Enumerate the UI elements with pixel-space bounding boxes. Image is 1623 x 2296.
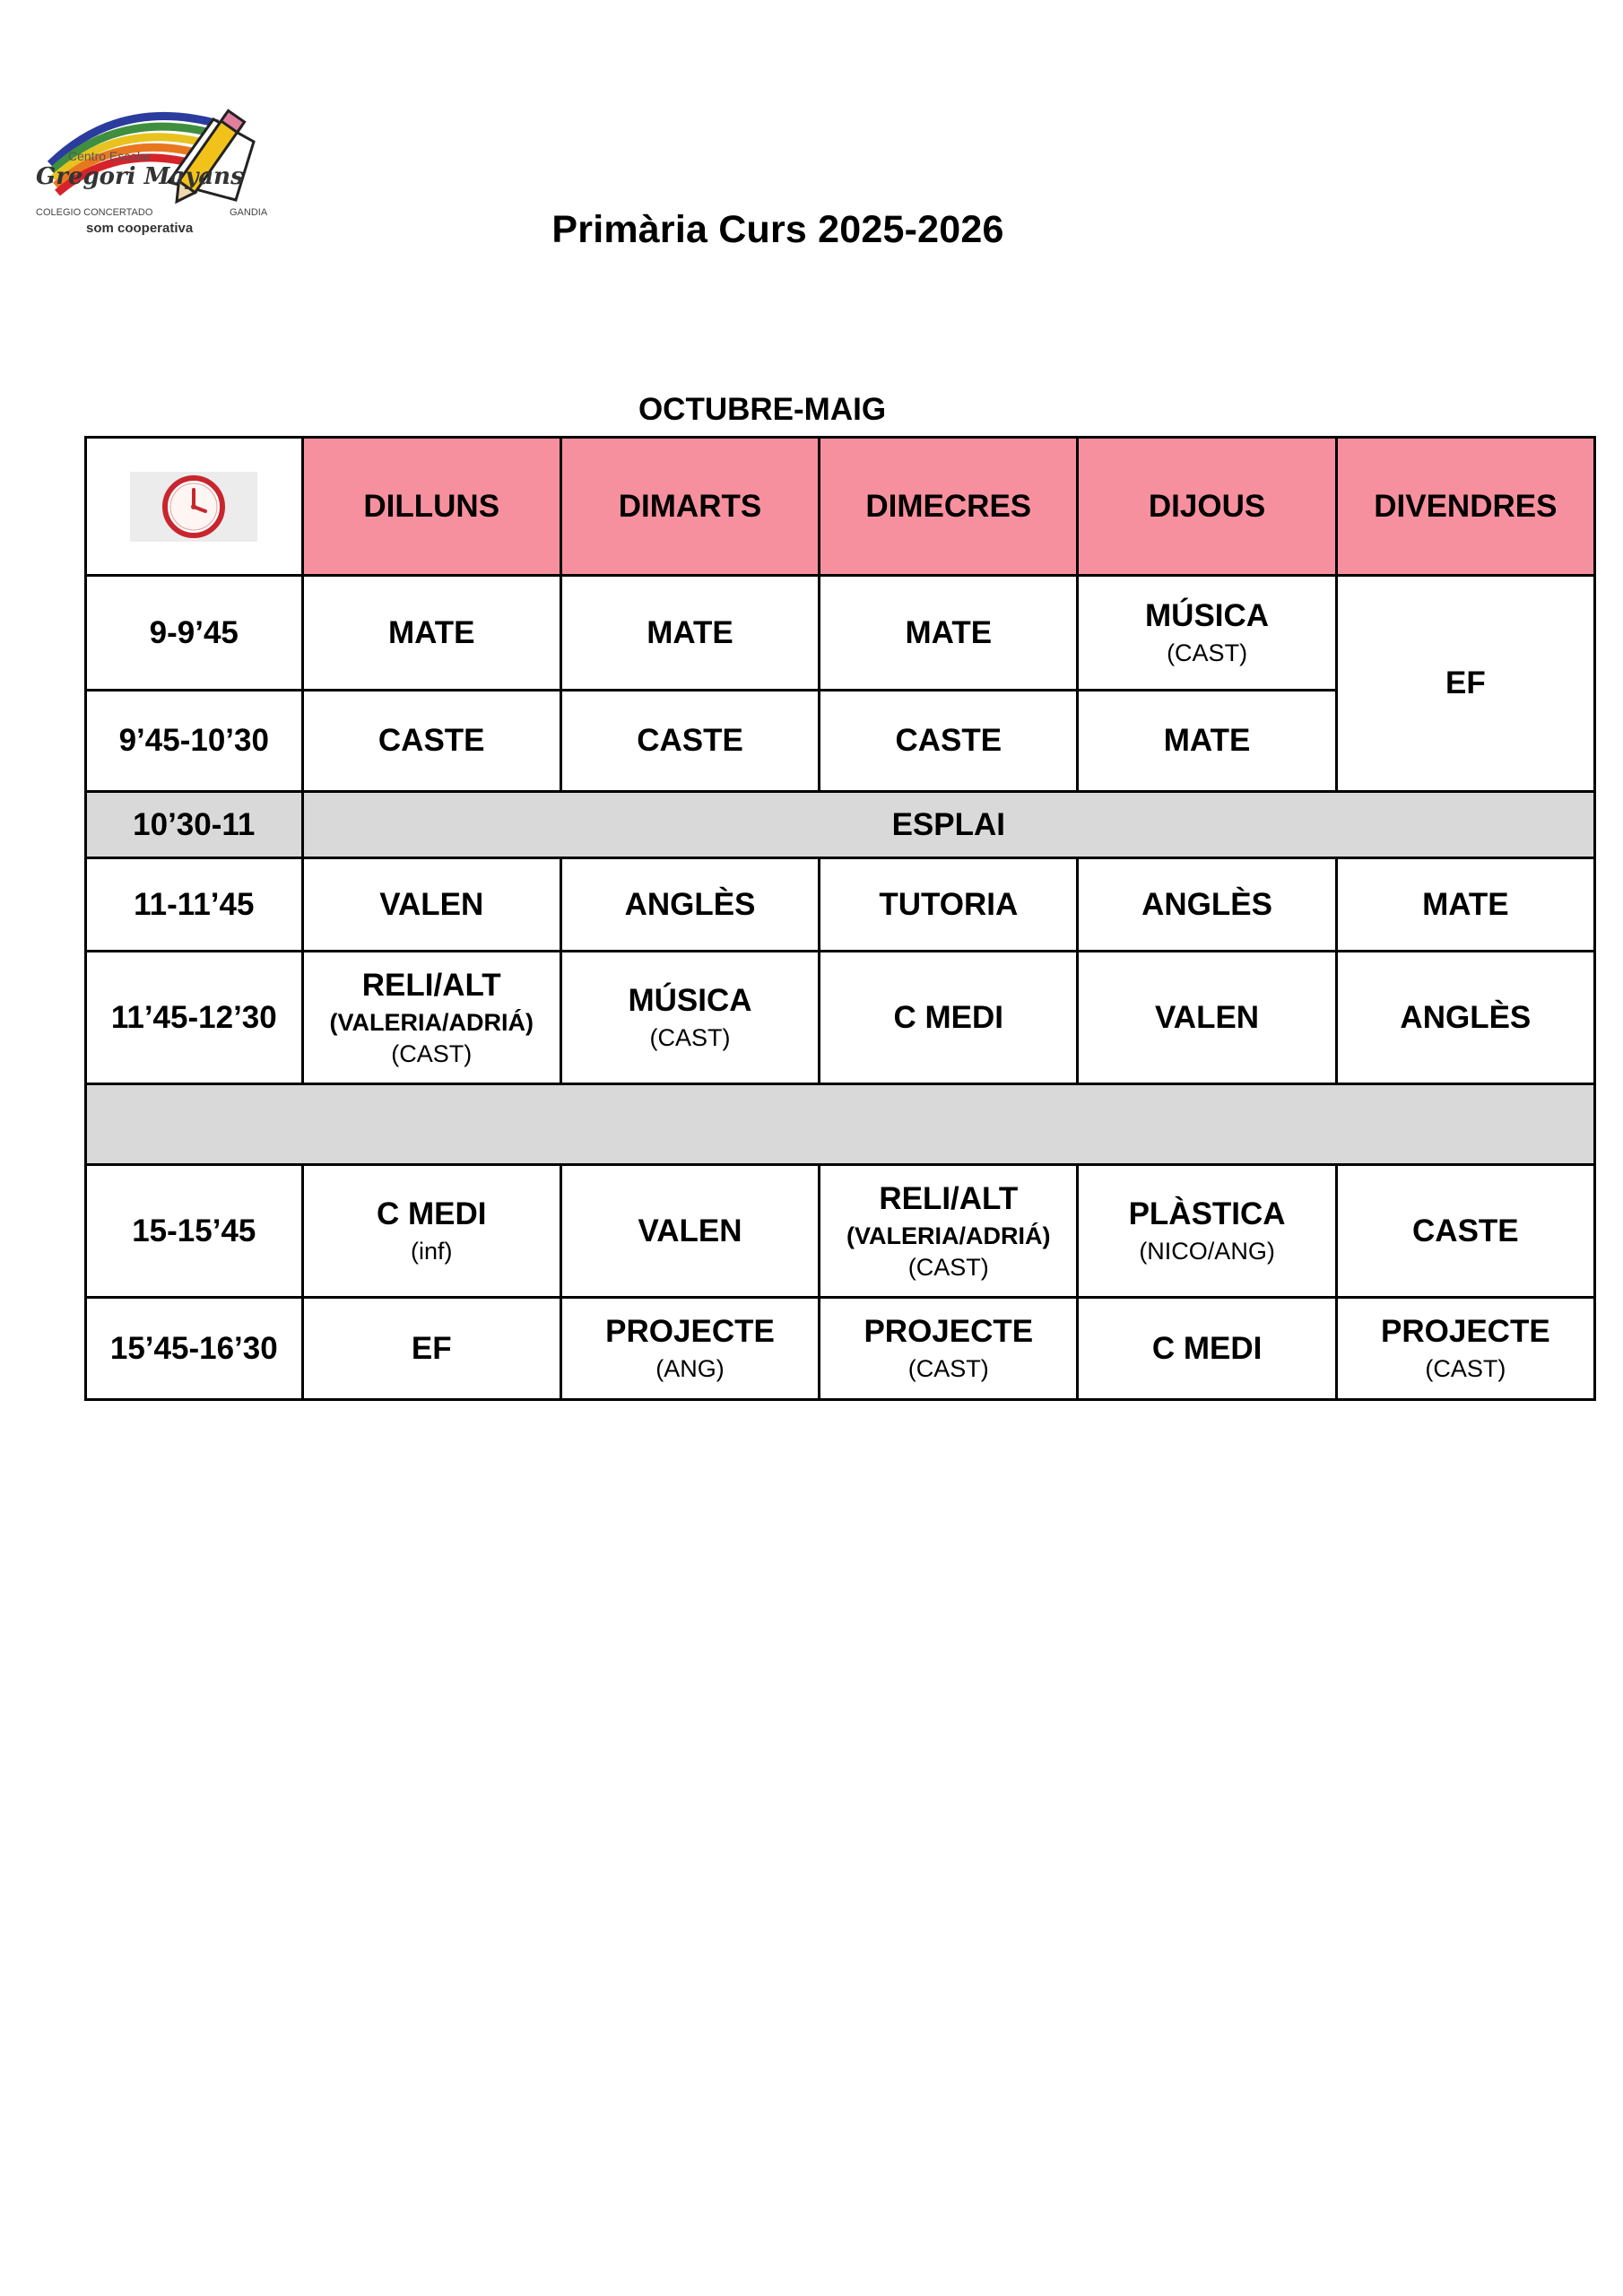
subject-cell: C MEDI <box>820 952 1078 1084</box>
subject-note: (CAST) <box>907 1355 989 1382</box>
subject-cell: CASTE <box>820 691 1078 792</box>
subject-note: (inf) <box>410 1238 453 1265</box>
subject-cell: VALEN <box>560 1165 819 1298</box>
lunch-row <box>86 1084 1595 1165</box>
subject-cell: MATE <box>1078 691 1336 792</box>
subject-cell: EF <box>1336 576 1594 792</box>
clock-icon <box>130 472 257 542</box>
subject-cell: CASTE <box>302 691 560 792</box>
header-row <box>86 438 1595 576</box>
subject-note: (CAST) <box>391 1039 473 1067</box>
subject-cell: ANGLÈS <box>560 858 819 952</box>
subject-cell: TUTORIA <box>820 858 1078 952</box>
break-label: ESPLAI <box>302 792 1594 858</box>
subject-cell: MATE <box>560 576 819 691</box>
day-thursday: DIJOUS <box>1078 438 1336 576</box>
subject-teachers: (VALERIA/ADRIÁ) <box>329 1008 534 1036</box>
subject-note: (CAST) <box>1425 1355 1506 1382</box>
subject-cell <box>302 1165 560 1298</box>
subject-name: PROJECTE <box>864 1314 1034 1349</box>
time-slot: 10’30-11 <box>86 792 303 858</box>
logo-type: COLEGIO CONCERTADO <box>36 207 153 218</box>
subject-cell: C MEDI <box>1078 1298 1336 1400</box>
subject-cell <box>820 1165 1078 1298</box>
period-label: OCTUBRE-MAIG <box>638 392 887 427</box>
subject-cell: EF <box>302 1298 560 1400</box>
clock-cell <box>86 438 303 576</box>
subject-cell <box>560 952 819 1084</box>
table-row <box>86 1165 1595 1298</box>
logo-name: Centro Escolar <box>68 149 152 163</box>
logo-tagline: som cooperativa <box>86 221 194 236</box>
time-slot: 11’45-12’30 <box>86 952 303 1084</box>
subject-note: (ANG) <box>655 1355 725 1382</box>
logo-school: Gregori Mayans <box>36 163 244 190</box>
timetable <box>84 436 1596 1401</box>
table-row <box>86 576 1595 691</box>
day-wednesday: DIMECRES <box>820 438 1078 576</box>
table-row <box>86 1298 1595 1400</box>
subject-name: MÚSICA <box>1145 598 1270 633</box>
subject-cell: ANGLÈS <box>1078 858 1336 952</box>
subject-cell <box>302 952 560 1084</box>
subject-name: MÚSICA <box>628 983 752 1018</box>
subject-teachers: (VALERIA/ADRIÁ) <box>846 1222 1051 1249</box>
subject-cell: MATE <box>1336 858 1594 952</box>
time-slot: 9-9’45 <box>86 576 303 691</box>
time-slot: 15’45-16’30 <box>86 1298 303 1400</box>
page-title: Primària Curs 2025-2026 <box>551 208 1004 251</box>
time-slot: 11-11’45 <box>86 858 303 952</box>
subject-name: RELI/ALT <box>361 967 501 1003</box>
day-friday: DIVENDRES <box>1336 438 1594 576</box>
break-row <box>86 792 1595 858</box>
empty-break <box>86 1084 1595 1165</box>
subject-cell: MATE <box>302 576 560 691</box>
subject-cell: ANGLÈS <box>1336 952 1594 1084</box>
subject-cell: CASTE <box>1336 1165 1594 1298</box>
subject-name: PROJECTE <box>605 1314 775 1349</box>
subject-note: (NICO/ANG) <box>1139 1238 1275 1265</box>
subject-cell: CASTE <box>560 691 819 792</box>
table-row <box>86 858 1595 952</box>
subject-note: (CAST) <box>1167 639 1248 666</box>
subject-name: C MEDI <box>376 1196 487 1231</box>
day-tuesday: DIMARTS <box>560 438 819 576</box>
subject-name: PROJECTE <box>1381 1314 1550 1349</box>
subject-cell: VALEN <box>1078 952 1336 1084</box>
subject-cell: MATE <box>820 576 1078 691</box>
table-row <box>86 952 1595 1084</box>
subject-cell <box>820 1298 1078 1400</box>
subject-cell <box>1078 1165 1336 1298</box>
subject-cell: VALEN <box>302 858 560 952</box>
subject-name: PLÀSTICA <box>1128 1196 1286 1231</box>
subject-cell <box>1078 576 1336 691</box>
time-slot: 9’45-10’30 <box>86 691 303 792</box>
day-monday: DILLUNS <box>302 438 560 576</box>
subject-name: RELI/ALT <box>879 1180 1019 1216</box>
subject-note: (CAST) <box>649 1024 731 1051</box>
subject-cell <box>560 1298 819 1400</box>
subject-cell <box>1336 1298 1594 1400</box>
logo-city: GANDIA <box>230 207 268 218</box>
time-slot: 15-15’45 <box>86 1165 303 1298</box>
subject-note: (CAST) <box>907 1253 989 1281</box>
